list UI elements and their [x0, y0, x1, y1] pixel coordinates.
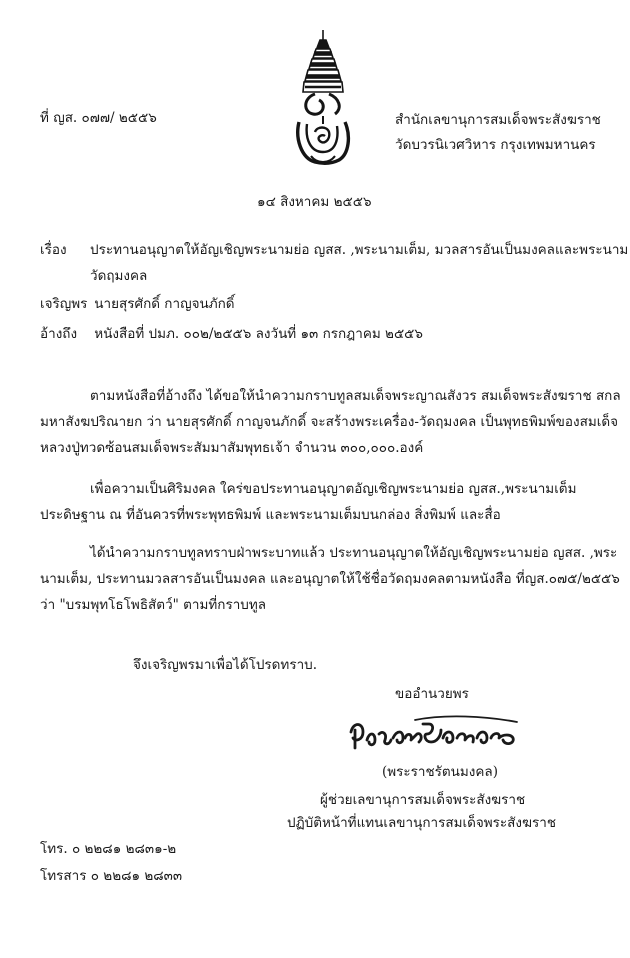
- office-name: สำนักเลขานุการสมเด็จพระสังฆราช: [395, 112, 601, 128]
- body-line: ว่า "บรมพุทโธโพธิสัตว์" ตามที่กราบทูล: [40, 597, 267, 613]
- body-line: ได้นำความกราบทูลทราบฝ่าพระบาทแล้ว ประทานอนุญาตให้อัญเชิญพระนามย่อ ญสส. ,พระ: [90, 545, 618, 561]
- body-paragraph-2: [40, 476, 595, 528]
- royal-crest-icon: [293, 28, 353, 174]
- signer-acting-position: ปฏิบัติหน้าที่แทนเลขานุการสมเด็จพระสังฆราช: [287, 815, 557, 831]
- signer-position: ผู้ช่วยเลขานุการสมเด็จพระสังฆราช: [320, 792, 526, 808]
- telephone-number: โทร. ๐ ๒๒๘๑ ๒๘๓๑-๒: [40, 841, 177, 857]
- document-reference-number: ที่ ญส. ๐๗๗/ ๒๕๕๖: [40, 110, 157, 126]
- office-address: [395, 108, 601, 158]
- body-paragraph-3: [40, 540, 620, 618]
- subject-row: [40, 240, 629, 260]
- body-line: หลวงปู่ทวดซ้อนสมเด็จพระสัมมาสัมพุทธเจ้า จำนวน ๓๐๐,๐๐๐.องค์: [40, 440, 424, 456]
- subject-value-continued: วัดฤมงคล: [90, 268, 148, 284]
- office-location: วัดบวรนิเวศวิหาร กรุงเทพมหานคร: [395, 137, 596, 153]
- body-line: มหาสังฆปริณายก ว่า นายสุรศักดิ์ กาญจนภักดิ์ จะสร้างพระเครื่อง-วัดฤมงคล เป็นพุทธพิมพ์ของสมเด็จ: [40, 414, 619, 430]
- addressee-row: [40, 294, 235, 314]
- body-paragraph-1: [40, 383, 621, 461]
- document-date: ๑๔ สิงหาคม ๒๕๕๖: [257, 194, 372, 210]
- body-line: นามเต็ม, ประทานมวลสารอันเป็นมงคล และอนุญาตให้ใช้ชื่อวัดฤมงคลตามหนังสือ ที่ญส.๐๗๕/๒๕๕๖: [40, 571, 620, 587]
- closing-phrase: จึงเจริญพรมาเพื่อได้โปรดทราบ.: [133, 657, 318, 673]
- subject-value: ประทานอนุญาตให้อัญเชิญพระนามย่อ ญสส. ,พระนามเต็ม, มวลสารอันเป็นมงคลและพระนาม: [90, 242, 629, 258]
- reference-label: อ้างถึง: [40, 326, 78, 342]
- fax-number: โทรสาร ๐ ๒๒๘๑ ๒๘๓๓: [40, 868, 183, 884]
- body-line: เพื่อความเป็นศิริมงคล ใคร่ขอประทานอนุญาตอัญเชิญพระนามย่อ ญสส.,พระนามเต็ม: [90, 481, 577, 497]
- reference-value: หนังสือที่ ปมภ. ๐๐๒/๒๕๕๖ ลงวันที่ ๑๓ กรกฎาคม ๒๕๕๖: [94, 326, 423, 342]
- addressee-value: นายสุรศักดิ์ กาญจนภักดิ์: [94, 296, 235, 312]
- signer-name: (พระราชรัตนมงคล): [382, 764, 498, 780]
- complimentary-close: ขออำนวยพร: [395, 686, 469, 702]
- body-line: ตามหนังสือที่อ้างถึง ได้ขอให้นำความกราบทูลสมเด็จพระญาณสังวร สมเด็จพระสังฆราช สกล: [90, 388, 621, 404]
- handwritten-signature: [345, 708, 525, 758]
- addressee-label: เจริญพร: [40, 296, 88, 312]
- subject-label: เรื่อง: [40, 242, 67, 258]
- body-line: ประดิษฐาน ณ ที่อันควรที่พระพุทธพิมพ์ และพระนามเต็มบนกล่อง สิ่งพิมพ์ และสื่อ: [40, 507, 501, 523]
- reference-row: [40, 324, 423, 344]
